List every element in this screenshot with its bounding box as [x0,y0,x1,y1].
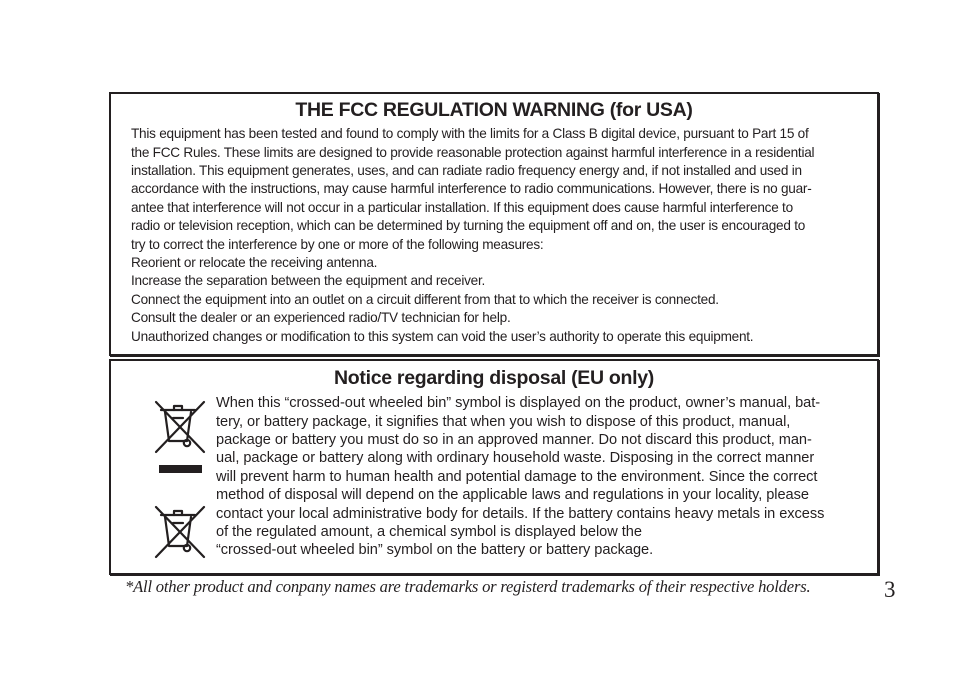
fcc-text-line: accordance with the instructions, may cause harmful interference to radio communications. However, there is no guar- [131,181,812,196]
eu-text-line: When this “crossed-out wheeled bin” symbol is displayed on the product, owner’s manual, bat- [216,395,821,411]
eu-text-line: “crossed-out wheeled bin” symbol on the battery or battery package. [216,542,654,558]
eu-text-line: will prevent harm to human health and potential damage to the environment. Since the correct [216,469,818,485]
fcc-text-line: installation. This equipment generates, uses, and can radiate radio frequency energy and, if not installed and used in [131,163,802,178]
eu-text-line: tery, or battery package, it signifies that when you wish to dispose of this product, manual, [216,414,791,430]
eu-disposal-title: Notice regarding disposal (EU only) [334,367,654,389]
eu-text-line: of the regulated amount, a chemical symbol is displayed below the [216,524,642,540]
eu-text-line: contact your local administrative body for details. If the battery contains heavy metals in excess [216,506,825,522]
eu-disposal-box [109,359,879,575]
eu-text-line: package or battery you must do so in an approved manner. Do not discard this product, man- [216,432,812,448]
fcc-text-line: This equipment has been tested and found to comply with the limits for a Class B digital device, pursuant to Part 15 of [131,126,809,141]
fcc-warning-box [109,92,879,356]
eu-text-line: ual, package or battery along with ordinary household waste. Disposing in the correct manner [216,450,815,466]
fcc-text-line: Unauthorized changes or modification to this system can void the user’s authority to operate this equipment. [131,329,754,344]
page-number: 3 [884,577,896,602]
fcc-measure-item: Reorient or relocate the receiving antenna. [131,255,378,270]
eu-text-line: method of disposal will depend on the applicable laws and regulations in your locality, please [216,487,809,503]
fcc-text-line: radio or television reception, which can be determined by turning the equipment off and on, the user is encouraged to [131,218,806,233]
trademark-footnote: *All other product and conpany names are trademarks or registerd trademarks of their respective holders. [125,577,811,596]
fcc-measure-item: Consult the dealer or an experienced radio/TV technician for help. [131,310,511,325]
crossed-out-wheeled-bin-icon [153,504,209,560]
fcc-measure-item: Connect the equipment into an outlet on a circuit different from that to which the receiver is connected. [131,292,719,307]
crossed-out-bin-underline-bar [159,465,202,473]
fcc-warning-title: THE FCC REGULATION WARNING (for USA) [295,99,693,121]
fcc-text-line: try to correct the interference by one or more of the following measures: [131,237,544,252]
fcc-text-line: antee that interference will not occur in a particular installation. If this equipment does cause harmful interference to [131,200,793,215]
fcc-text-line: the FCC Rules. These limits are designed to provide reasonable protection against harmful interference in a residential [131,145,815,160]
crossed-out-wheeled-bin-icon [153,399,209,455]
fcc-measure-item: Increase the separation between the equipment and receiver. [131,273,486,288]
